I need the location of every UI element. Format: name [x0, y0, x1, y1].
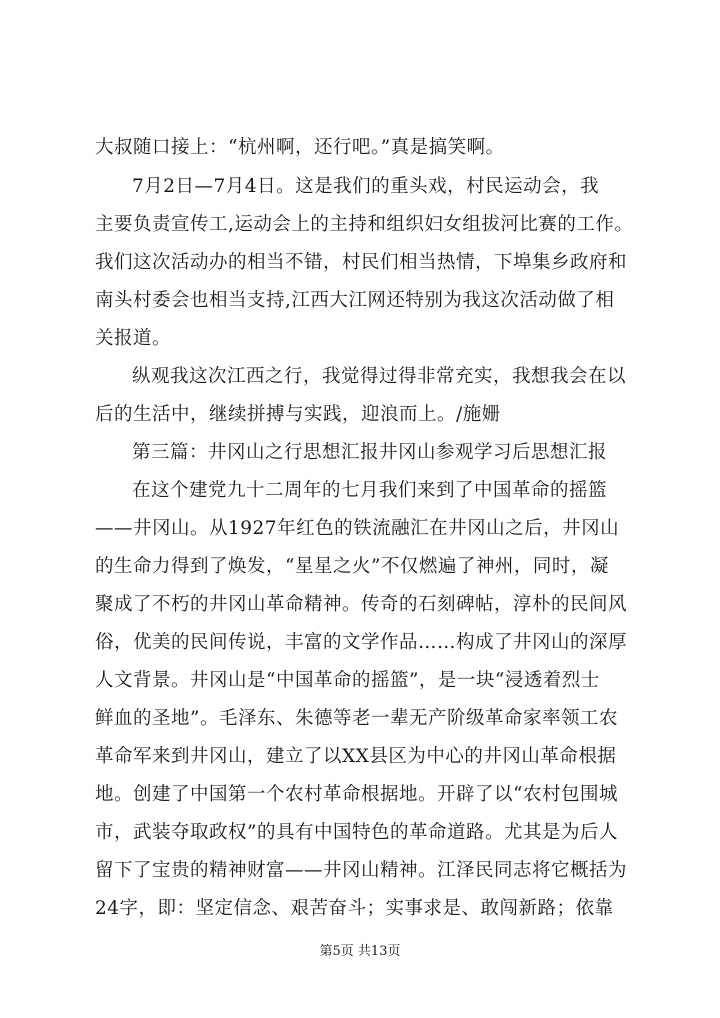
text-line: 留下了宝贵的精神财富——井冈山精神。江泽民同志将它概括为 [95, 860, 628, 881]
text-line: 人文背景。井冈山是“中国革命的摇篮”，是一块“浸透着烈士 [95, 670, 600, 691]
page-number-footer: 第5页 共13页 [319, 944, 401, 959]
text-line: 大叔随口接上：“杭州啊，还行吧。”真是搞笑啊。 [95, 137, 505, 158]
text-line: 聚成了不朽的井冈山革命精神。传奇的石刻碑帖，淳朴的民间风 [95, 594, 628, 615]
text-line: 主要负责宣传工,运动会上的主持和组织妇女组拔河比赛的工作。 [95, 214, 634, 235]
text-line: 俗，优美的民间传说，丰富的文学作品……构成了井冈山的深厚 [95, 632, 628, 653]
section-heading: 第三篇：井冈山之行思想汇报井冈山参观学习后思想汇报 [132, 442, 608, 463]
text-line: 24字，即：坚定信念、艰苦奋斗；实事求是、敢闯新路；依靠 [95, 898, 614, 919]
text-line: ——井冈山。从1927年红色的铁流融汇在井冈山之后，井冈山 [95, 518, 620, 539]
text-line: 鲜血的圣地”。毛泽东、朱德等老一辈无产阶级革命家率领工农 [95, 708, 618, 729]
text-line: 南头村委会也相当支持,江西大江网还特别为我这次活动做了相 [95, 290, 615, 311]
text-line: 地。创建了中国第一个农村革命根据地。开辟了以“农村包围城 [95, 784, 618, 805]
text-line: 关报道。 [95, 328, 172, 349]
text-line: 7月2日—7月4日。这是我们的重头戏，村民运动会，我 [132, 176, 600, 197]
text-line: 我们这次活动办的相当不错，村民们相当热情，下埠集乡政府和 [95, 252, 628, 273]
text-line: 在这个建党九十二周年的七月我们来到了中国革命的摇篮 [132, 480, 608, 501]
text-line: 市，武装夺取政权”的具有中国特色的革命道路。尤其是为后人 [95, 822, 618, 843]
text-line: 革命军来到井冈山，建立了以XX县区为中心的井冈山革命根据 [95, 746, 617, 767]
text-line: 的生命力得到了焕发，“星星之火”不仅燃遍了神州，同时，凝 [95, 556, 609, 577]
text-line: 纵观我这次江西之行，我觉得过得非常充实，我想我会在以 [132, 366, 627, 387]
text-line: 后的生活中，继续拼搏与实践，迎浪而上。/施姗 [95, 404, 501, 425]
